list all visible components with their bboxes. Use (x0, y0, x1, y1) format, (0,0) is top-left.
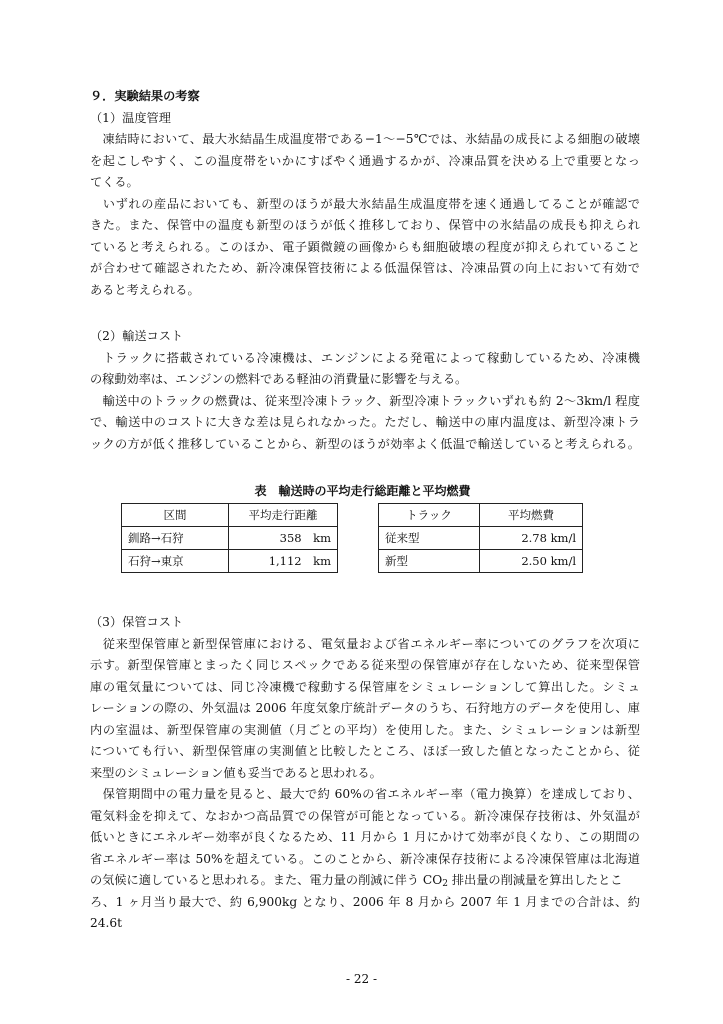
paragraph-line: で、輸送中のコストに大きな差は見られなかった。ただし、輸送中の庫内温度は、新型冷凍トラ (90, 415, 640, 429)
paragraph-line: 省エネルギー率は 50%を超えている。このことから、新冷凍保存技術による冷凍保管庫は北海道 (90, 851, 640, 866)
paragraph-line: ていると考えられる。このほか、電子顕微鏡の画像からも細胞破壊の程度が抑えられていること (90, 239, 640, 254)
co2-tail-text: 排出量の削減量を算出したとこ (448, 873, 623, 887)
table-row (122, 550, 338, 573)
subsection-heading-temperature: （1）温度管理 (90, 110, 171, 125)
table-header-row (379, 504, 583, 527)
table-cell: 新型 (379, 550, 480, 573)
paragraph-line: あると考えられる。 (90, 282, 200, 297)
table-row (379, 527, 583, 550)
paragraph-line-co2 (90, 870, 640, 892)
paragraph-line: が合わせて確認されたため、新冷凍保管技術による低温保管は、冷凍品質の向上において有効で (90, 261, 640, 275)
page-number: - 22 - (345, 972, 377, 986)
paragraph-line: きた。また、保管中の温度も新型のほうが低く推移しており、保管中の氷結晶の成長も抑えられ (90, 218, 640, 232)
paragraph-line: トラックに搭載されている冷凍機は、エンジンによる発電によって稼動しているため、冷凍機 (90, 350, 640, 365)
table-cell: 石狩→東京 (122, 550, 229, 573)
paragraph-line: てくる。 (90, 175, 139, 189)
paragraph-line: 従来型保管庫と新型保管庫における、電気量および省エネルギー率についてのグラフを次項に (90, 636, 640, 651)
section-heading: ９．実験結果の考察 (90, 89, 200, 103)
table-cell: 358 km (229, 527, 338, 550)
paragraph-line: 示す。新型保管庫とまったく同じスペックである従来型の保管庫が存在しないため、従来型保管 (90, 658, 640, 672)
section-storage (90, 612, 640, 930)
paragraph-line: を起こしやすく、この温度帯をいかにすばやく通過するかが、冷凍品質を決める上で重要となっ (90, 153, 640, 168)
table-row (379, 550, 583, 573)
table-cell: 従来型 (379, 527, 480, 550)
table-header-row (122, 504, 338, 527)
paragraph-line: 内の室温は、新型保管庫の実測値（月ごとの平均）を使用した。また、シミュレーションは新型 (90, 722, 640, 737)
paragraph-line: についても行い、新型保管庫の実測値と比較したところ、ほぼ一致した値となったことから、従 (90, 744, 640, 758)
paragraph-line: 輸送中のトラックの燃費は、従来型冷凍トラック、新型冷凍トラックいずれも約 2〜3km/l 程度 (90, 393, 640, 408)
paragraph-line: 凍結時において、最大氷結晶生成温度帯である−1〜−5℃では、氷結晶の成長による細胞の破壊 (90, 132, 640, 146)
table-cell: 2.50 km/l (480, 550, 583, 573)
subsection-heading-transport: （2）輸送コスト (90, 329, 184, 343)
section-temperature (90, 86, 640, 301)
paragraph-line: の稼動効率は、エンジンの燃料である軽油の消費量に影響を与える。 (90, 372, 468, 386)
paragraph-line: 来型のシミュレーション値も妥当であると思われる。 (90, 765, 382, 780)
table-header: 区間 (122, 504, 229, 527)
paragraph-line: ろ、1 ヶ月当り最大で、約 6,900kg となり、2006 年 8 月から 2007 年 1 月までの合計は、約 24.6t (90, 894, 640, 930)
paragraph-line: 保管期間中の電力量を見ると、最大で約 60%の省エネルギー率（電力換算）を達成しており、 (90, 787, 640, 801)
fuel-table (378, 503, 583, 573)
paragraph-line: 電気料金を抑えて、なおかつ高品質での保管が可能となっている。新冷凍保存技術は、外気温が (90, 808, 640, 823)
table-header: トラック (379, 504, 480, 527)
co2-subscript: 2 (442, 879, 448, 889)
subsection-heading-storage: （3）保管コスト (90, 615, 184, 629)
table-header: 平均走行距離 (229, 504, 338, 527)
paragraph-line: いずれの産品においても、新型のほうが最大氷結晶生成温度帯を速く通過してることが確認で (90, 196, 640, 211)
paragraph-line: レーションの際の、外気温は 2006 年度気象庁統計データのうち、石狩地方のデータを使用し、庫 (90, 701, 640, 715)
paragraph-line: ックの方が低く推移していることから、新型のほうが効率よく低温で輸送していると考えられる。 (90, 436, 640, 451)
table-title: 表 輸送時の平均走行総距離と平均燃費 (254, 484, 471, 498)
paragraph-line: 庫の電気量については、同じ冷凍機で稼動する保管庫をシミュレーションして算出した。シミュ (90, 679, 640, 694)
co2-text: の気候に適していると思われる。また、電力量の削減に伴う CO (90, 873, 443, 887)
table-header: 平均燃費 (480, 504, 583, 527)
distance-table (121, 503, 338, 573)
table-cell: 1,112 km (229, 550, 338, 573)
table-cell: 釧路→石狩 (122, 527, 229, 550)
table-row (122, 527, 338, 550)
paragraph-line: 低いときにエネルギー効率が良くなるため、11 月から 1 月にかけて効率が良くなり、この期間の (90, 830, 640, 844)
table-cell: 2.78 km/l (480, 527, 583, 550)
section-transport (90, 326, 640, 455)
